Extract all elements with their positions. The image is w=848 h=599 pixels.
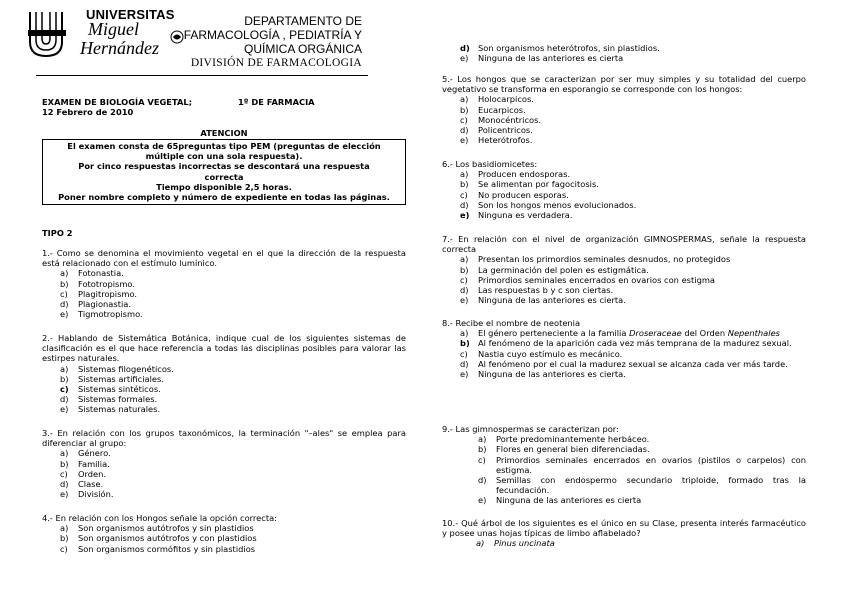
question-text: 6.- Los basidiomicetes: (442, 159, 538, 169)
option-e (42, 309, 406, 319)
atencion-line-4: correcta (204, 171, 244, 182)
option-letter: b) (60, 458, 69, 469)
option-a (442, 328, 806, 338)
option-c (442, 275, 806, 285)
question-5 (442, 74, 806, 145)
option-letter: e) (460, 369, 469, 380)
option-text: Pinus uncinata (494, 538, 555, 549)
option-letter: a) (60, 448, 69, 459)
question-text: 9.- Las gimnospermas se caracterizan por: (442, 424, 619, 434)
option-letter: c) (460, 274, 468, 285)
option-text: Ninguna de las anteriores es cierta (496, 495, 642, 506)
option-b (442, 179, 806, 189)
option-b (442, 338, 806, 348)
option-letter: a) (460, 328, 469, 339)
atencion-line-2: múltiple con una sola respuesta). (145, 151, 303, 162)
logo-miguel-text: Miguel (88, 19, 139, 39)
option-c (42, 384, 406, 394)
option-c (442, 349, 806, 359)
option-letter: d) (460, 125, 469, 136)
option-letter: c) (460, 348, 468, 359)
department-heading (178, 14, 362, 70)
option-letter: e) (460, 210, 470, 221)
question-text: 2.- Hablando de Sistemática Botánica, indique cual de los siguientes sistemas de clasificación es el que hace referencia a todas las disciplinas posibles para valorar las estirpes naturales. (42, 333, 406, 364)
option-text: Género. (78, 448, 111, 459)
option-text: Fototropismo. (78, 278, 135, 289)
option-letter: c) (478, 454, 486, 465)
option-e (442, 210, 806, 220)
option-d (442, 359, 806, 369)
option-letter: b) (478, 444, 487, 455)
question-text: 7.- En relación con el nivel de organización GIMNOSPERMAS, señale la respuesta correcta (442, 234, 806, 255)
question-9 (442, 424, 806, 506)
option-e (42, 404, 406, 414)
option-letter: e) (460, 53, 469, 64)
question-text: 8.- Recibe el nombre de neotenia (442, 318, 581, 328)
option-letter: a) (60, 268, 69, 279)
option-letter: d) (460, 199, 469, 210)
exam-date: 12 Febrero de 2010 (42, 107, 134, 117)
question-10 (442, 518, 806, 549)
option-text: Tigmotropismo. (78, 309, 143, 320)
option-b (42, 533, 406, 543)
atencion-line-6: Poner nombre completo y número de expediente en todas las páginas. (58, 192, 390, 203)
option-text: Primordios seminales encerrados en ovarios (pistilos o carpelos) con estigma. (496, 454, 806, 475)
option-d (442, 285, 806, 295)
option-c (42, 544, 406, 554)
option-text: Plagitropismo. (78, 288, 138, 299)
option-letter: c) (460, 189, 468, 200)
dept-line-1: DEPARTAMENTO DE (244, 14, 362, 28)
option-b (442, 105, 806, 115)
option-a (442, 254, 806, 264)
option-d (42, 394, 406, 404)
option-letter: e) (460, 135, 469, 146)
option-text: Son organismos cormófitos y sin plastidios (78, 543, 256, 554)
option-letter: a) (460, 94, 469, 105)
exam-course: 1º DE FARMACIA (238, 97, 315, 107)
option-b (42, 374, 406, 384)
option-text: El género perteneciente a la familia (478, 328, 630, 339)
option-letter: b) (460, 104, 469, 115)
option-text: Sistemas filogenéticos. (78, 363, 174, 374)
option-text: Primordios seminales encerrados en ovarios con estigma (478, 274, 715, 285)
option-text: Ninguna de las anteriores es cierta. (478, 295, 626, 306)
question-1 (42, 248, 406, 319)
question-4-continued (442, 43, 806, 63)
option-text: Ninguna es verdadera. (478, 210, 573, 221)
atencion-line-5: Tiempo disponible 2,5 horas. (156, 181, 292, 192)
option-d (442, 125, 806, 135)
option-letter: d) (60, 299, 69, 310)
option-letter: a) (60, 523, 69, 534)
option-e (442, 53, 806, 63)
atencion-line-1: El examen consta de 65preguntas tipo PEM (preguntas de elección (67, 141, 381, 151)
option-letter: c) (460, 114, 468, 125)
option-letter: e) (60, 309, 69, 320)
option-letter: b) (60, 373, 69, 384)
option-c (42, 469, 406, 479)
university-emblem-icon (28, 8, 68, 60)
atencion-line-3: Por cinco respuestas incorrectas se descontará una respuesta (78, 161, 370, 172)
option-e (442, 135, 806, 145)
option-letter: b) (460, 264, 469, 275)
option-text: Eucarpicos. (478, 104, 526, 115)
option-letter: e) (478, 495, 487, 506)
option-text: Orden. (78, 468, 107, 479)
option-text: Droseraceae (629, 328, 682, 339)
option-letter: d) (478, 475, 487, 486)
option-text: Nepenthales (727, 328, 781, 339)
exam-title: EXAMEN DE BIOLOGÍA VEGETAL; (42, 97, 193, 107)
option-letter: a) (476, 538, 485, 549)
option-letter: e) (60, 489, 69, 500)
option-letter: e) (460, 295, 469, 306)
question-8 (442, 318, 806, 379)
question-text: 3.- En relación con los grupos taxonómicos, la terminación "–ales" se emplea para diferenciar al grupo: (42, 428, 406, 449)
option-text: Ninguna de las anteriores es cierta (478, 53, 624, 64)
option-a (442, 94, 806, 104)
option-text: Nastia cuyo estímulo es mecánico. (478, 348, 623, 359)
option-c (42, 289, 406, 299)
dept-line-2: FARMACOLOGÍA , PEDIATRÍA Y (183, 28, 362, 42)
option-letter: b) (60, 278, 69, 289)
option-text: Fotonastia. (78, 268, 124, 279)
option-text: Familia. (78, 458, 110, 469)
option-letter: b) (60, 533, 69, 544)
option-letter: b) (460, 179, 469, 190)
option-text: División. (78, 489, 114, 500)
atencion-box (42, 139, 406, 205)
option-text: Son organismos autótrofos y sin plastidios (78, 523, 254, 534)
option-text: Presentan los primordios seminales desnudos, no protegidos (478, 254, 731, 265)
option-text: Sistemas sintéticos. (78, 384, 161, 395)
option-e (442, 369, 806, 379)
option-letter: d) (460, 285, 469, 296)
option-a (442, 538, 806, 548)
option-a (42, 364, 406, 374)
option-c (442, 115, 806, 125)
option-e (442, 495, 806, 505)
university-logo (28, 8, 178, 70)
option-text: No producen esporas. (478, 189, 569, 200)
option-letter: a) (460, 254, 469, 265)
option-text: Se alimentan por fagocitosis. (478, 179, 599, 190)
option-d (442, 475, 806, 495)
option-a (42, 268, 406, 278)
option-text: Semillas con endospermo secundario triploide, formado tras la fecundación. (496, 475, 806, 496)
question-3 (42, 428, 406, 499)
option-text: Clase. (78, 479, 104, 490)
option-text: Al fenómeno por el cual la madurez sexual se alcanza cada ver más tarde. (478, 358, 788, 369)
question-text: 4.- En relación con los Hongos señale la opción correcta: (42, 513, 277, 523)
atencion-title: ATENCION (200, 128, 248, 138)
option-letter: c) (60, 384, 69, 395)
option-b (442, 265, 806, 275)
option-letter: d) (460, 358, 469, 369)
question-text: 10.- Qué árbol de los siguientes es el único en su Clase, presenta interés farmacéutico y posee unas hojas típicas de limbo aflabelado? (442, 518, 806, 539)
section-type: TIPO 2 (42, 228, 73, 238)
option-e (42, 489, 406, 499)
option-text: Ninguna de las anteriores es cierta. (478, 369, 626, 380)
question-4 (42, 513, 406, 554)
option-letter: b) (460, 338, 470, 349)
option-text: del Orden (681, 328, 728, 339)
option-letter: e) (60, 404, 69, 415)
option-text: La germinación del polen es estigmática. (478, 264, 649, 275)
option-text: Sistemas naturales. (78, 404, 161, 415)
option-text: Holocarpicos. (478, 94, 534, 105)
option-text: Producen endosporas. (478, 169, 571, 180)
question-text: 1.- Como se denomina el movimiento vegetal en el que la dirección de la respuesta está relacionado con el estímulo lumínico. (42, 248, 406, 269)
option-letter: a) (60, 363, 69, 374)
question-text: 5.- Los hongos que se caracterizan por ser muy simples y su totalidad del cuerpo vegetativo se transforma en esporangio se corresponde con los hongos: (442, 74, 806, 95)
option-letter: d) (60, 394, 69, 405)
option-text: Son organismos heterótrofos, sin plastidios. (478, 43, 660, 53)
option-c (442, 455, 806, 475)
option-letter: d) (60, 479, 69, 490)
option-d (442, 43, 806, 53)
option-text: Policentricos. (478, 125, 533, 136)
option-letter: c) (60, 543, 68, 554)
option-d (42, 299, 406, 309)
header-divider (36, 75, 368, 76)
question-2 (42, 333, 406, 415)
option-letter: d) (460, 43, 470, 53)
option-text: Las respuestas b y c son ciertas. (478, 285, 614, 296)
option-text: Plagionastia. (78, 299, 131, 310)
question-7 (442, 234, 806, 305)
option-text: Heterótrofos. (478, 135, 533, 146)
dept-line-4: DIVISIÓN DE FARMACOLOGIA (190, 57, 362, 69)
question-6 (442, 159, 806, 220)
option-letter: c) (60, 288, 68, 299)
exam-title-line (42, 97, 315, 107)
option-a (442, 169, 806, 179)
option-text: Son los hongos menos evolucionados. (478, 199, 637, 210)
option-d (442, 200, 806, 210)
option-d (42, 479, 406, 489)
option-a (42, 448, 406, 458)
option-letter: a) (460, 169, 469, 180)
option-letter: a) (478, 434, 487, 445)
option-e (442, 295, 806, 305)
option-text: Sistemas formales. (78, 394, 158, 405)
option-b (42, 279, 406, 289)
option-b (42, 459, 406, 469)
option-b (442, 444, 806, 454)
option-text: Flores en general bien diferenciadas. (496, 444, 650, 455)
option-a (442, 434, 806, 444)
option-text: Son organismos autótrofos y con plastidios (78, 533, 257, 544)
option-text: Porte predominantemente herbáceo. (496, 434, 650, 445)
logo-universitas-text: UNIVERSITAS (86, 7, 175, 22)
option-text: Sistemas artificiales. (78, 373, 164, 384)
option-c (442, 190, 806, 200)
option-letter: c) (60, 468, 68, 479)
option-text: Al fenómeno de la aparición cada vez más temprana de la madurez sexual. (478, 338, 792, 349)
option-text: Monocéntricos. (478, 114, 542, 125)
logo-hernandez-text: Hernández (80, 38, 159, 58)
option-a (42, 523, 406, 533)
dept-line-3: QUÍMICA ORGÁNICA (243, 42, 362, 56)
